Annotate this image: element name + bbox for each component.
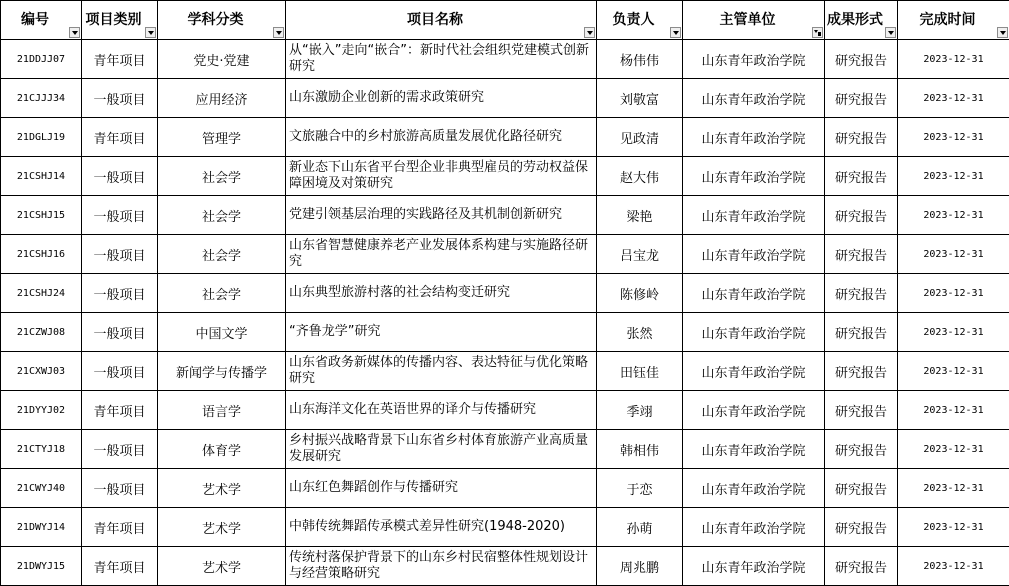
cell-name[interactable]: 从“嵌入”走向“嵌合”：新时代社会组织党建模式创新研究 bbox=[286, 40, 597, 79]
table-row bbox=[1, 40, 1009, 79]
cell-date[interactable]: 2023-12-31 bbox=[898, 40, 1009, 79]
cell-form[interactable]: 研究报告 bbox=[825, 157, 898, 196]
cell-name[interactable]: 中韩传统舞蹈传承模式差异性研究(1948-2020) bbox=[286, 508, 597, 547]
cell-type[interactable]: 青年项目 bbox=[82, 40, 158, 79]
cell-form[interactable]: 研究报告 bbox=[825, 469, 898, 508]
table-row bbox=[1, 274, 1009, 313]
cell-name[interactable]: 新业态下山东省平台型企业非典型雇员的劳动权益保障困境及对策研究 bbox=[286, 157, 597, 196]
table-row bbox=[1, 547, 1009, 586]
cell-org[interactable]: 山东青年政治学院 bbox=[683, 79, 825, 118]
table-row bbox=[1, 118, 1009, 157]
cell-org[interactable]: 山东青年政治学院 bbox=[683, 157, 825, 196]
cell-form[interactable]: 研究报告 bbox=[825, 274, 898, 313]
table-row bbox=[1, 469, 1009, 508]
table-row bbox=[1, 508, 1009, 547]
cell-org[interactable]: 山东青年政治学院 bbox=[683, 469, 825, 508]
table-row bbox=[1, 430, 1009, 469]
cell-org[interactable]: 山东青年政治学院 bbox=[683, 508, 825, 547]
cell-leader[interactable]: 张然 bbox=[597, 313, 683, 352]
header-subject-label: 学科分类 bbox=[187, 12, 244, 28]
cell-date[interactable]: 2023-12-31 bbox=[898, 235, 1009, 274]
cell-subject[interactable]: 艺术学 bbox=[158, 508, 286, 547]
header-code bbox=[1, 1, 82, 40]
cell-code[interactable]: 21CZWJ08 bbox=[1, 313, 82, 352]
cell-form[interactable]: 研究报告 bbox=[825, 547, 898, 586]
cell-type[interactable]: 一般项目 bbox=[82, 79, 158, 118]
cell-org[interactable]: 山东青年政治学院 bbox=[683, 430, 825, 469]
cell-leader[interactable]: 田钰佳 bbox=[597, 352, 683, 391]
cell-org[interactable]: 山东青年政治学院 bbox=[683, 40, 825, 79]
table-row bbox=[1, 352, 1009, 391]
cell-subject[interactable]: 语言学 bbox=[158, 391, 286, 430]
header-name bbox=[286, 1, 597, 40]
cell-date[interactable]: 2023-12-31 bbox=[898, 79, 1009, 118]
cell-form[interactable]: 研究报告 bbox=[825, 118, 898, 157]
cell-date[interactable]: 2023-12-31 bbox=[898, 430, 1009, 469]
cell-date[interactable]: 2023-12-31 bbox=[898, 391, 1009, 430]
cell-leader[interactable]: 吕宝龙 bbox=[597, 235, 683, 274]
cell-type[interactable]: 一般项目 bbox=[82, 430, 158, 469]
cell-name[interactable]: 山东典型旅游村落的社会结构变迁研究 bbox=[286, 274, 597, 313]
header-subject bbox=[158, 1, 286, 40]
table-row bbox=[1, 79, 1009, 118]
cell-code[interactable]: 21CTYJ18 bbox=[1, 430, 82, 469]
cell-date[interactable]: 2023-12-31 bbox=[898, 547, 1009, 586]
cell-name[interactable]: 文旅融合中的乡村旅游高质量发展优化路径研究 bbox=[286, 118, 597, 157]
table-body bbox=[1, 40, 1009, 586]
cell-code[interactable]: 21DWYJ15 bbox=[1, 547, 82, 586]
cell-form[interactable]: 研究报告 bbox=[825, 40, 898, 79]
cell-subject[interactable]: 应用经济 bbox=[158, 79, 286, 118]
cell-name[interactable]: 乡村振兴战略背景下山东省乡村体育旅游产业高质量发展研究 bbox=[286, 430, 597, 469]
header-date bbox=[898, 1, 1009, 40]
cell-form[interactable]: 研究报告 bbox=[825, 508, 898, 547]
cell-org[interactable]: 山东青年政治学院 bbox=[683, 196, 825, 235]
cell-leader[interactable]: 梁艳 bbox=[597, 196, 683, 235]
header-type-label: 项目类别 bbox=[85, 12, 142, 28]
cell-form[interactable]: 研究报告 bbox=[825, 352, 898, 391]
header-row bbox=[1, 1, 1009, 40]
cell-type[interactable]: 青年项目 bbox=[82, 391, 158, 430]
header-leader-label: 负责人 bbox=[612, 12, 655, 28]
cell-type[interactable]: 一般项目 bbox=[82, 313, 158, 352]
cell-leader[interactable]: 孙萌 bbox=[597, 508, 683, 547]
cell-form[interactable]: 研究报告 bbox=[825, 313, 898, 352]
cell-subject[interactable]: 党史·党建 bbox=[158, 40, 286, 79]
cell-org[interactable]: 山东青年政治学院 bbox=[683, 547, 825, 586]
cell-type[interactable]: 青年项目 bbox=[82, 508, 158, 547]
cell-code[interactable]: 21DGLJ19 bbox=[1, 118, 82, 157]
table-row bbox=[1, 391, 1009, 430]
cell-code[interactable]: 21DWYJ14 bbox=[1, 508, 82, 547]
cell-form[interactable]: 研究报告 bbox=[825, 79, 898, 118]
header-org-label: 主管单位 bbox=[719, 12, 776, 28]
filter-dropdown-type[interactable] bbox=[145, 27, 156, 38]
cell-date[interactable]: 2023-12-31 bbox=[898, 508, 1009, 547]
cell-date[interactable]: 2023-12-31 bbox=[898, 352, 1009, 391]
cell-date[interactable]: 2023-12-31 bbox=[898, 469, 1009, 508]
cell-org[interactable]: 山东青年政治学院 bbox=[683, 274, 825, 313]
cell-code[interactable]: 21DYYJ02 bbox=[1, 391, 82, 430]
cell-type[interactable]: 一般项目 bbox=[82, 274, 158, 313]
cell-code[interactable]: 21CSHJ24 bbox=[1, 274, 82, 313]
cell-name[interactable]: 山东省智慧健康养老产业发展体系构建与实施路径研究 bbox=[286, 235, 597, 274]
header-leader bbox=[597, 1, 683, 40]
table-row bbox=[1, 196, 1009, 235]
cell-leader[interactable]: 见政清 bbox=[597, 118, 683, 157]
cell-form[interactable]: 研究报告 bbox=[825, 235, 898, 274]
cell-leader[interactable]: 周兆鹏 bbox=[597, 547, 683, 586]
cell-name[interactable]: 山东激励企业创新的需求政策研究 bbox=[286, 79, 597, 118]
cell-form[interactable]: 研究报告 bbox=[825, 196, 898, 235]
cell-subject[interactable]: 社会学 bbox=[158, 196, 286, 235]
cell-name[interactable]: 传统村落保护背景下的山东乡村民宿整体性规划设计与经营策略研究 bbox=[286, 547, 597, 586]
header-form bbox=[825, 1, 898, 40]
cell-leader[interactable]: 赵大伟 bbox=[597, 157, 683, 196]
cell-type[interactable]: 一般项目 bbox=[82, 469, 158, 508]
cell-subject[interactable]: 体育学 bbox=[158, 430, 286, 469]
cell-type[interactable]: 青年项目 bbox=[82, 547, 158, 586]
cell-subject[interactable]: 艺术学 bbox=[158, 469, 286, 508]
cell-subject[interactable]: 社会学 bbox=[158, 235, 286, 274]
cell-subject[interactable]: 中国文学 bbox=[158, 313, 286, 352]
filter-dropdown-date[interactable] bbox=[997, 27, 1008, 38]
cell-leader[interactable]: 韩相伟 bbox=[597, 430, 683, 469]
table-row bbox=[1, 313, 1009, 352]
cell-name[interactable]: 山东省政务新媒体的传播内容、表达特征与优化策略研究 bbox=[286, 352, 597, 391]
filter-dropdown-name[interactable] bbox=[584, 27, 595, 38]
header-date-label: 完成时间 bbox=[919, 12, 976, 28]
cell-code[interactable]: 21CSHJ16 bbox=[1, 235, 82, 274]
cell-code[interactable]: 21CSHJ15 bbox=[1, 196, 82, 235]
cell-subject[interactable]: 社会学 bbox=[158, 157, 286, 196]
cell-subject[interactable]: 新闻学与传播学 bbox=[158, 352, 286, 391]
cell-leader[interactable]: 季翊 bbox=[597, 391, 683, 430]
table-row bbox=[1, 235, 1009, 274]
cell-code[interactable]: 21DDJJ07 bbox=[1, 40, 82, 79]
cell-form[interactable]: 研究报告 bbox=[825, 430, 898, 469]
cell-name[interactable]: 党建引领基层治理的实践路径及其机制创新研究 bbox=[286, 196, 597, 235]
cell-subject[interactable]: 艺术学 bbox=[158, 547, 286, 586]
table-row bbox=[1, 157, 1009, 196]
header-name-label: 项目名称 bbox=[407, 12, 463, 28]
cell-subject[interactable]: 社会学 bbox=[158, 274, 286, 313]
filter-active-icon[interactable] bbox=[812, 27, 823, 38]
cell-type[interactable]: 一般项目 bbox=[82, 235, 158, 274]
cell-type[interactable]: 一般项目 bbox=[82, 352, 158, 391]
filter-dropdown-code[interactable] bbox=[69, 27, 80, 38]
cell-type[interactable]: 一般项目 bbox=[82, 157, 158, 196]
cell-date[interactable]: 2023-12-31 bbox=[898, 313, 1009, 352]
cell-date[interactable]: 2023-12-31 bbox=[898, 157, 1009, 196]
cell-type[interactable]: 一般项目 bbox=[82, 196, 158, 235]
header-form-label: 成果形式 bbox=[827, 12, 883, 28]
cell-date[interactable]: 2023-12-31 bbox=[898, 118, 1009, 157]
cell-form[interactable]: 研究报告 bbox=[825, 391, 898, 430]
cell-subject[interactable]: 管理学 bbox=[158, 118, 286, 157]
cell-code[interactable]: 21CXWJ03 bbox=[1, 352, 82, 391]
cell-leader[interactable]: 杨伟伟 bbox=[597, 40, 683, 79]
cell-leader[interactable]: 刘敬富 bbox=[597, 79, 683, 118]
cell-org[interactable]: 山东青年政治学院 bbox=[683, 352, 825, 391]
cell-name[interactable]: 山东海洋文化在英语世界的译介与传播研究 bbox=[286, 391, 597, 430]
cell-code[interactable]: 21CSHJ14 bbox=[1, 157, 82, 196]
filter-dropdown-form[interactable] bbox=[885, 27, 896, 38]
cell-org[interactable]: 山东青年政治学院 bbox=[683, 235, 825, 274]
cell-type[interactable]: 青年项目 bbox=[82, 118, 158, 157]
cell-org[interactable]: 山东青年政治学院 bbox=[683, 313, 825, 352]
cell-code[interactable]: 21CJJJ34 bbox=[1, 79, 82, 118]
cell-name[interactable]: 山东红色舞蹈创作与传播研究 bbox=[286, 469, 597, 508]
cell-date[interactable]: 2023-12-31 bbox=[898, 196, 1009, 235]
cell-name[interactable]: “齐鲁龙学”研究 bbox=[286, 313, 597, 352]
cell-org[interactable]: 山东青年政治学院 bbox=[683, 118, 825, 157]
header-type bbox=[82, 1, 158, 40]
header-code-label: 编号 bbox=[21, 12, 49, 28]
cell-org[interactable]: 山东青年政治学院 bbox=[683, 391, 825, 430]
header-org bbox=[683, 1, 825, 40]
cell-date[interactable]: 2023-12-31 bbox=[898, 274, 1009, 313]
cell-code[interactable]: 21CWYJ40 bbox=[1, 469, 82, 508]
filter-dropdown-leader[interactable] bbox=[670, 27, 681, 38]
cell-leader[interactable]: 于恋 bbox=[597, 469, 683, 508]
filter-dropdown-subject[interactable] bbox=[273, 27, 284, 38]
cell-leader[interactable]: 陈修岭 bbox=[597, 274, 683, 313]
